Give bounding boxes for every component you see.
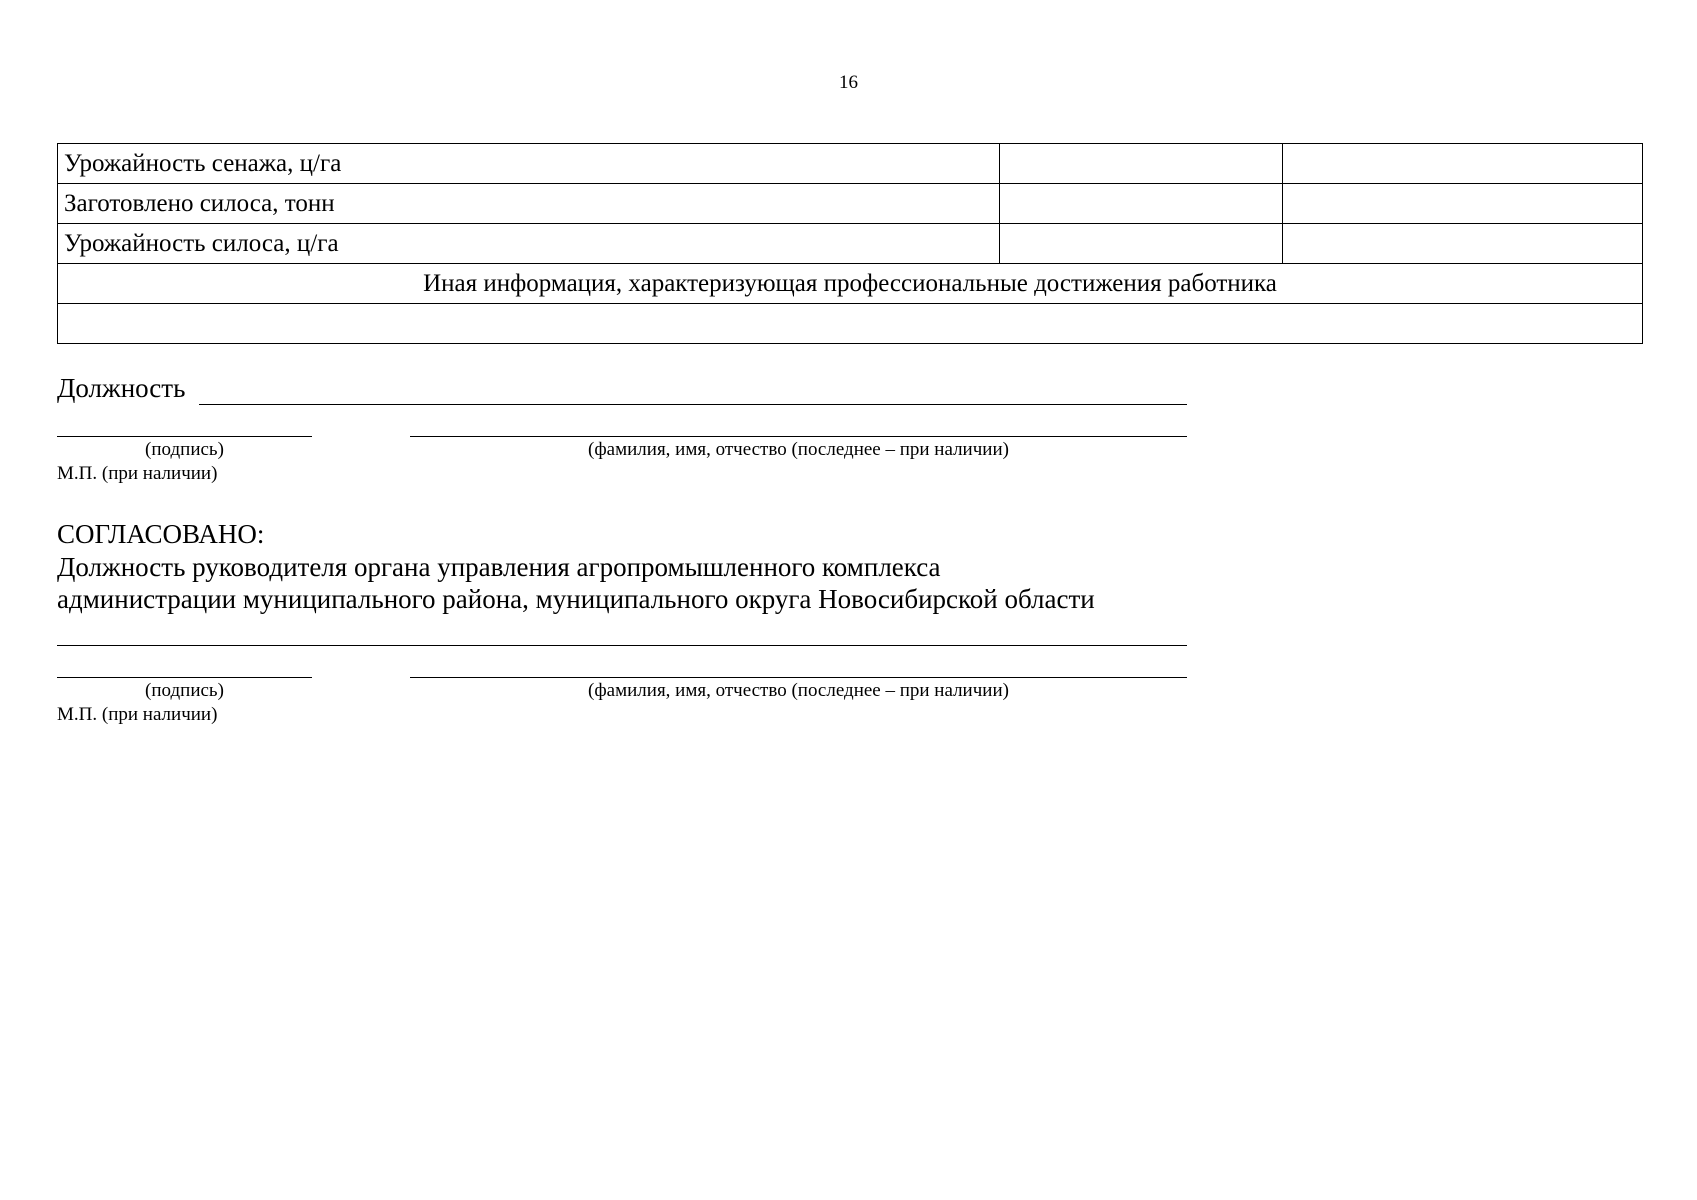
section-header: Иная информация, характеризующая профессиональные достижения работника [58, 264, 1643, 304]
stamp-note: М.П. (при наличии) [57, 463, 218, 484]
page-number: 16 [839, 72, 858, 93]
position-field-line[interactable] [199, 404, 1187, 405]
table-row [58, 184, 1643, 224]
row-value-cell[interactable] [1000, 144, 1283, 184]
row-value-cell[interactable] [1000, 224, 1283, 264]
signature-line[interactable] [57, 436, 312, 437]
row-label: Урожайность сенажа, ц/га [58, 144, 1000, 184]
approver-signature-line[interactable] [57, 677, 312, 678]
approver-field-line[interactable] [57, 645, 1187, 646]
table-row [58, 264, 1643, 304]
approver-position-line2: администрации муниципального района, муниципального округа Новосибирской области [57, 584, 1095, 614]
table-row [58, 304, 1643, 344]
approver-name-caption: (фамилия, имя, отчество (последнее – при наличии) [588, 680, 1009, 701]
approver-stamp-note: М.П. (при наличии) [57, 704, 218, 725]
approver-signature-caption: (подпись) [145, 680, 224, 701]
section-value-cell[interactable] [58, 304, 1643, 344]
row-value-cell[interactable] [1283, 184, 1643, 224]
approver-position-line1: Должность руководителя органа управления агропромышленного комплекса [57, 552, 941, 582]
row-label: Урожайность силоса, ц/га [58, 224, 1000, 264]
approver-name-line[interactable] [410, 677, 1187, 678]
name-caption: (фамилия, имя, отчество (последнее – при наличии) [588, 439, 1009, 460]
approval-heading: СОГЛАСОВАНО: [57, 519, 265, 549]
achievements-table [57, 143, 1643, 344]
row-value-cell[interactable] [1283, 224, 1643, 264]
row-value-cell[interactable] [1000, 184, 1283, 224]
table-row [58, 144, 1643, 184]
name-line[interactable] [410, 436, 1187, 437]
table-row [58, 224, 1643, 264]
signature-caption: (подпись) [145, 439, 224, 460]
position-label: Должность [57, 373, 186, 403]
row-value-cell[interactable] [1283, 144, 1643, 184]
row-label: Заготовлено силоса, тонн [58, 184, 1000, 224]
